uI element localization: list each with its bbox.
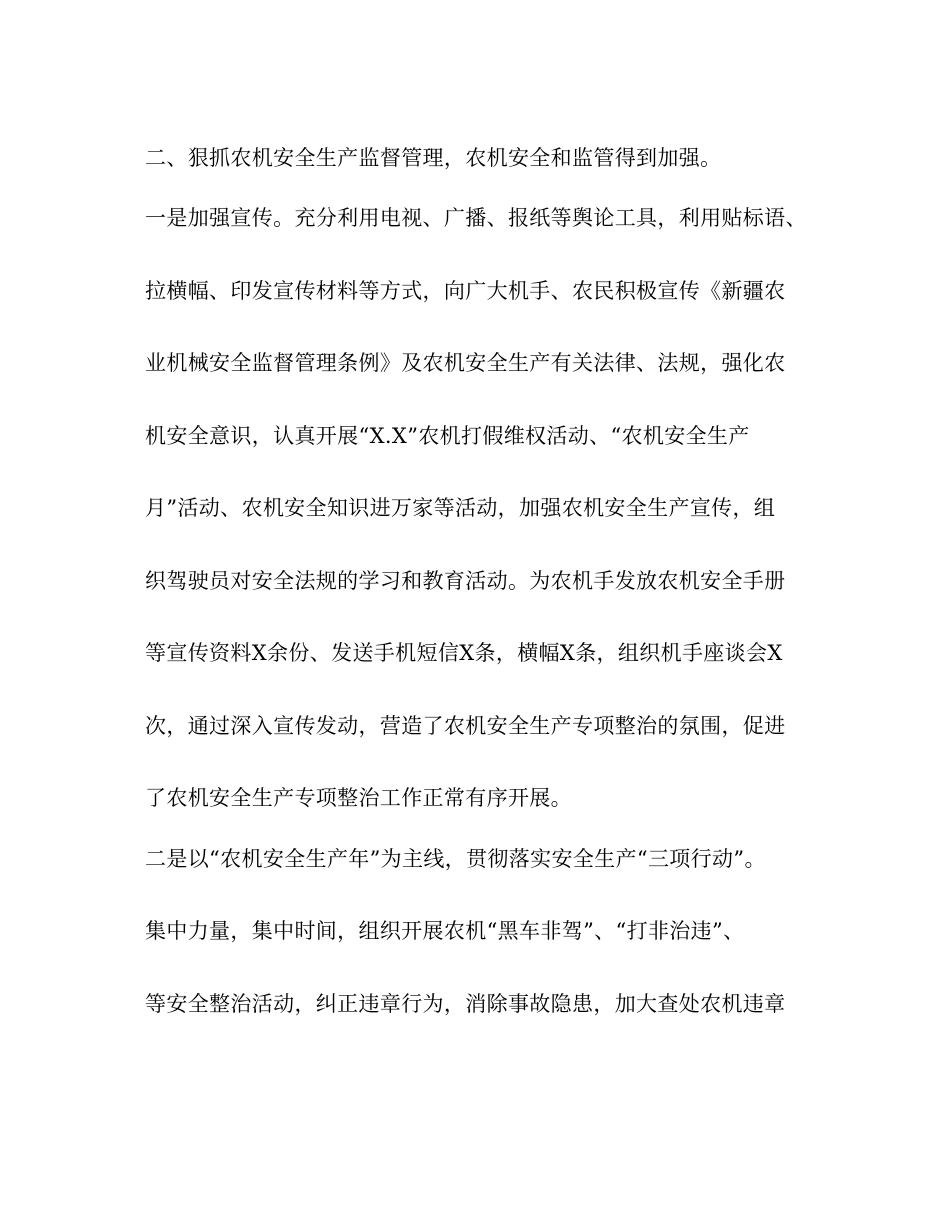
- section-heading: 二、狠抓农机安全生产监督管理，农机安全和监管得到加强。: [145, 146, 722, 170]
- paragraph-line: 机安全意识，认真开展“X.X”农机打假维权活动、“农机安全生产: [145, 424, 750, 448]
- paragraph-line: 二是以“农机安全生产年”为主线，贯彻落实安全生产“三项行动”。: [145, 847, 766, 871]
- paragraph-line: 一是加强宣传。充分利用电视、广播、报纸等舆论工具，利用贴标语、: [145, 206, 807, 230]
- paragraph-line: 等宣传资料X余份、发送手机短信X条，横幅X条，组织机手座谈会X: [145, 641, 783, 665]
- paragraph-line: 了农机安全生产专项整治工作正常有序开展。: [145, 786, 572, 810]
- paragraph-line: 织驾驶员对安全法规的学习和教育活动。为农机手发放农机安全手册: [145, 569, 786, 593]
- paragraph-line: 次，通过深入宣传发动，营造了农机安全生产专项整治的氛围，促进: [145, 714, 786, 738]
- paragraph-line: 业机械安全监督管理条例》及农机安全生产有关法律、法规，强化农: [145, 351, 786, 375]
- paragraph-line: 集中力量，集中时间，组织开展农机“黑车非驾”、“打非治违”、: [145, 919, 745, 943]
- paragraph-line: 等安全整治活动，纠正违章行为，消除事故隐患，加大查处农机违章: [145, 992, 786, 1016]
- paragraph-line: 拉横幅、印发宣传材料等方式，向广大机手、农民积极宣传《新疆农: [145, 279, 786, 303]
- paragraph-line: 月”活动、农机安全知识进万家等活动，加强农机安全生产宣传，组: [145, 496, 776, 520]
